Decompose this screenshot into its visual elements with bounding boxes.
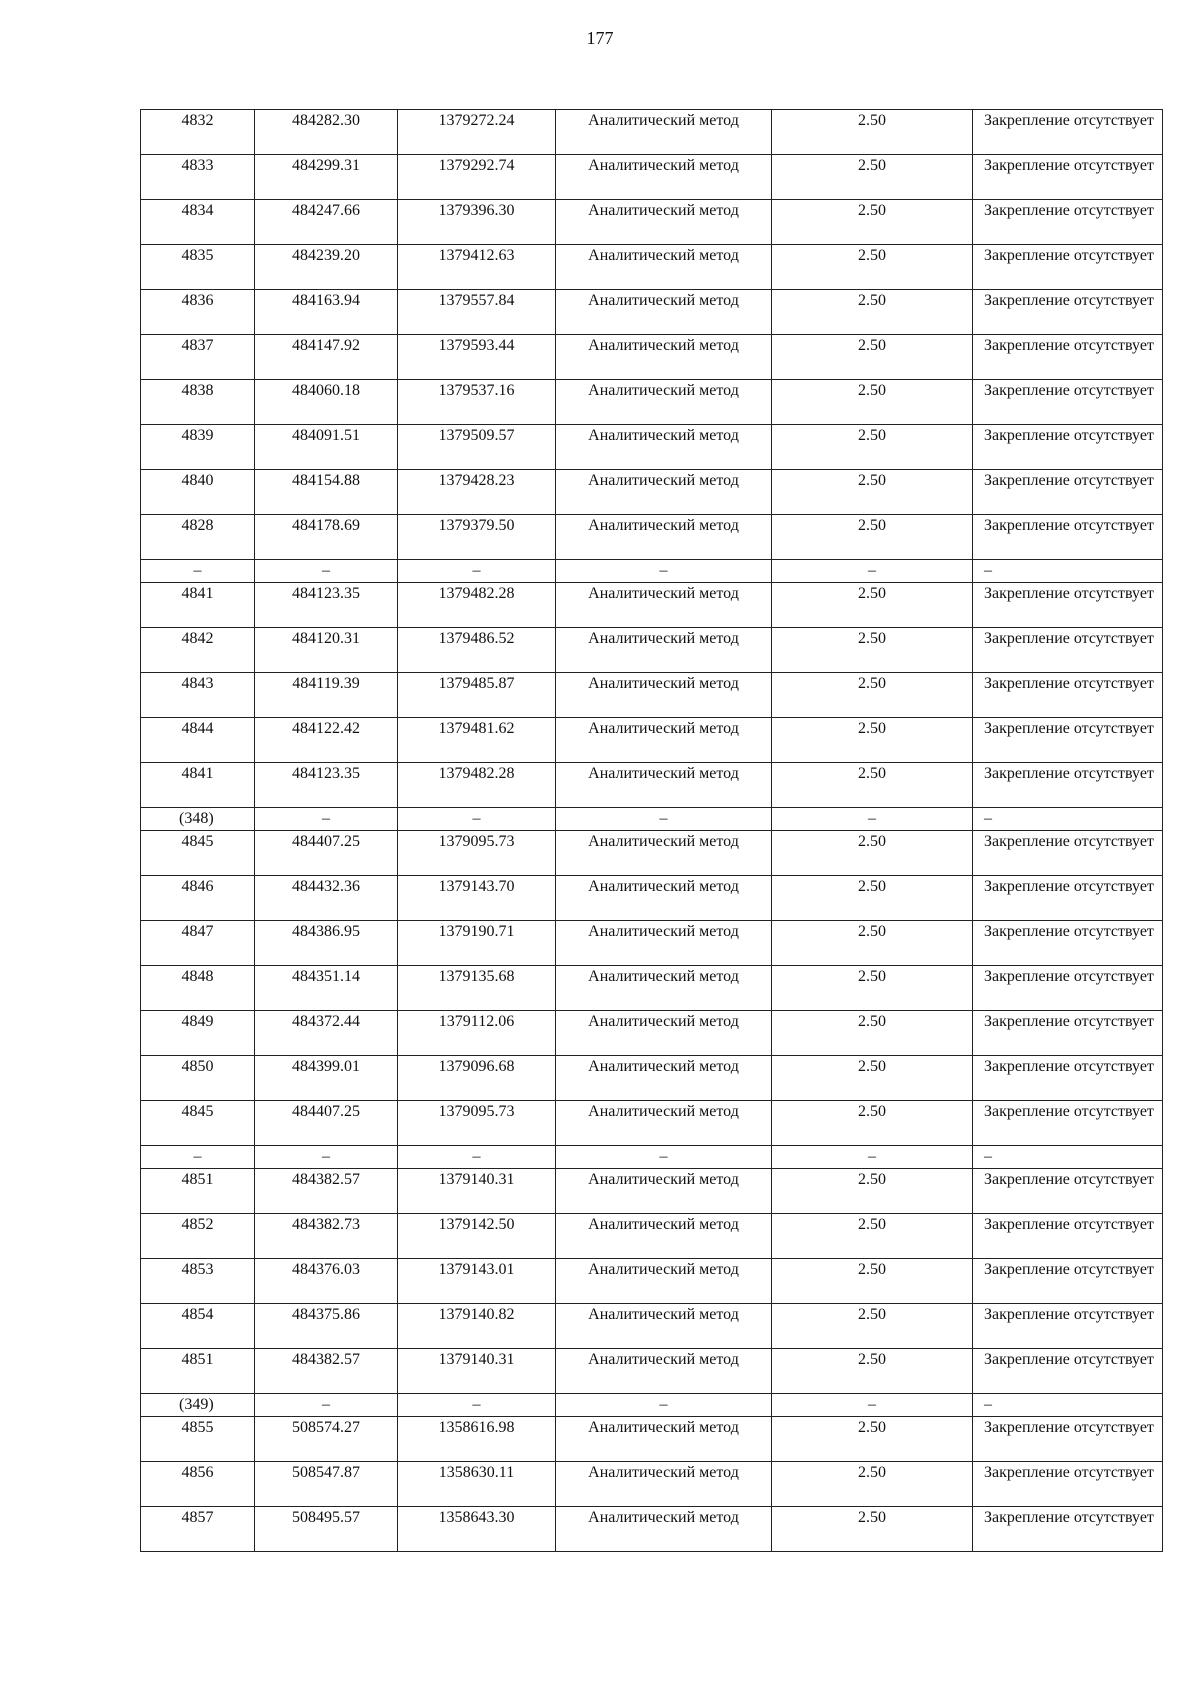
x-coordinate-cell: –	[255, 1146, 398, 1169]
point-number-cell: 4839	[141, 425, 255, 470]
y-coordinate-cell: –	[398, 560, 556, 583]
x-coordinate-cell: 484432.36	[255, 876, 398, 921]
x-coordinate-cell: 484091.51	[255, 425, 398, 470]
fixing-description-cell: Закрепление отсутствует	[973, 425, 1163, 470]
point-number-cell: 4846	[141, 876, 255, 921]
point-number-cell: 4835	[141, 245, 255, 290]
accuracy-cell: 2.50	[772, 921, 973, 966]
table-row	[141, 200, 1163, 245]
point-number-cell: 4840	[141, 470, 255, 515]
page-number: 177	[586, 28, 614, 48]
x-coordinate-cell: 484120.31	[255, 628, 398, 673]
y-coordinate-cell: –	[398, 808, 556, 831]
method-cell: Аналитический метод	[556, 831, 772, 876]
x-coordinate-cell: 484407.25	[255, 1101, 398, 1146]
table-row	[141, 1169, 1163, 1214]
y-coordinate-cell: 1379509.57	[398, 425, 556, 470]
y-coordinate-cell: 1379482.28	[398, 763, 556, 808]
method-cell: Аналитический метод	[556, 1349, 772, 1394]
y-coordinate-cell: 1379379.50	[398, 515, 556, 560]
fixing-description-cell: Закрепление отсутствует	[973, 1417, 1163, 1462]
fixing-description-cell: Закрепление отсутствует	[973, 763, 1163, 808]
x-coordinate-cell: 484375.86	[255, 1304, 398, 1349]
table-row	[141, 1304, 1163, 1349]
point-number-cell: 4841	[141, 763, 255, 808]
method-cell: Аналитический метод	[556, 425, 772, 470]
table-row	[141, 718, 1163, 763]
accuracy-cell: –	[772, 808, 973, 831]
accuracy-cell: 2.50	[772, 110, 973, 155]
fixing-description-cell: Закрепление отсутствует	[973, 335, 1163, 380]
x-coordinate-cell: 484282.30	[255, 110, 398, 155]
method-cell: Аналитический метод	[556, 1011, 772, 1056]
table-row	[141, 1349, 1163, 1394]
fixing-description-cell: Закрепление отсутствует	[973, 470, 1163, 515]
table-row	[141, 1259, 1163, 1304]
x-coordinate-cell: 484351.14	[255, 966, 398, 1011]
x-coordinate-cell: 484399.01	[255, 1056, 398, 1101]
y-coordinate-cell: –	[398, 1146, 556, 1169]
x-coordinate-cell: 484123.35	[255, 763, 398, 808]
point-number-cell: 4857	[141, 1507, 255, 1552]
x-coordinate-cell: 508495.57	[255, 1507, 398, 1552]
accuracy-cell: –	[772, 560, 973, 583]
fixing-description-cell: Закрепление отсутствует	[973, 1259, 1163, 1304]
x-coordinate-cell: 484247.66	[255, 200, 398, 245]
x-coordinate-cell: 484372.44	[255, 1011, 398, 1056]
coordinates-table	[140, 109, 1163, 1552]
x-coordinate-cell: 484299.31	[255, 155, 398, 200]
method-cell: Аналитический метод	[556, 290, 772, 335]
point-number-cell: (348)	[141, 808, 255, 831]
method-cell: Аналитический метод	[556, 673, 772, 718]
accuracy-cell: 2.50	[772, 290, 973, 335]
point-number-cell: 4849	[141, 1011, 255, 1056]
accuracy-cell: 2.50	[772, 673, 973, 718]
x-coordinate-cell: –	[255, 560, 398, 583]
method-cell: Аналитический метод	[556, 876, 772, 921]
x-coordinate-cell: 484407.25	[255, 831, 398, 876]
method-cell: Аналитический метод	[556, 110, 772, 155]
y-coordinate-cell: 1379481.62	[398, 718, 556, 763]
y-coordinate-cell: 1379142.50	[398, 1214, 556, 1259]
accuracy-cell: 2.50	[772, 1462, 973, 1507]
accuracy-cell: 2.50	[772, 380, 973, 425]
method-cell: Аналитический метод	[556, 628, 772, 673]
table-row	[141, 110, 1163, 155]
x-coordinate-cell: 484154.88	[255, 470, 398, 515]
x-coordinate-cell: 508547.87	[255, 1462, 398, 1507]
point-number-cell: 4837	[141, 335, 255, 380]
y-coordinate-cell: 1379396.30	[398, 200, 556, 245]
table-row	[141, 628, 1163, 673]
method-cell: –	[556, 560, 772, 583]
method-cell: Аналитический метод	[556, 335, 772, 380]
y-coordinate-cell: 1379190.71	[398, 921, 556, 966]
y-coordinate-cell: 1379112.06	[398, 1011, 556, 1056]
point-number-cell: 4848	[141, 966, 255, 1011]
point-number-cell: (349)	[141, 1394, 255, 1417]
point-number-cell: 4856	[141, 1462, 255, 1507]
fixing-description-cell: Закрепление отсутствует	[973, 245, 1163, 290]
method-cell: Аналитический метод	[556, 583, 772, 628]
point-number-cell: 4841	[141, 583, 255, 628]
y-coordinate-cell: 1379096.68	[398, 1056, 556, 1101]
fixing-description-cell: –	[973, 560, 1163, 583]
table-row	[141, 1417, 1163, 1462]
separator-row	[141, 1146, 1163, 1169]
table-row	[141, 966, 1163, 1011]
accuracy-cell: 2.50	[772, 1011, 973, 1056]
method-cell: –	[556, 1394, 772, 1417]
fixing-description-cell: Закрепление отсутствует	[973, 628, 1163, 673]
table-row	[141, 425, 1163, 470]
fixing-description-cell: Закрепление отсутствует	[973, 380, 1163, 425]
fixing-description-cell: Закрепление отсутствует	[973, 155, 1163, 200]
point-number-cell: 4855	[141, 1417, 255, 1462]
accuracy-cell: –	[772, 1394, 973, 1417]
fixing-description-cell: Закрепление отсутствует	[973, 1462, 1163, 1507]
method-cell: Аналитический метод	[556, 1462, 772, 1507]
fixing-description-cell: Закрепление отсутствует	[973, 1056, 1163, 1101]
method-cell: –	[556, 1146, 772, 1169]
method-cell: Аналитический метод	[556, 200, 772, 245]
accuracy-cell: 2.50	[772, 1056, 973, 1101]
point-number-cell: 4850	[141, 1056, 255, 1101]
method-cell: Аналитический метод	[556, 155, 772, 200]
y-coordinate-cell: 1379143.01	[398, 1259, 556, 1304]
point-number-cell: 4851	[141, 1349, 255, 1394]
method-cell: Аналитический метод	[556, 1417, 772, 1462]
point-number-cell: –	[141, 1146, 255, 1169]
fixing-description-cell: Закрепление отсутствует	[973, 290, 1163, 335]
accuracy-cell: –	[772, 1146, 973, 1169]
y-coordinate-cell: 1379140.82	[398, 1304, 556, 1349]
accuracy-cell: 2.50	[772, 200, 973, 245]
fixing-description-cell: Закрепление отсутствует	[973, 966, 1163, 1011]
point-number-cell: 4847	[141, 921, 255, 966]
point-number-cell: 4845	[141, 1101, 255, 1146]
point-number-cell: 4852	[141, 1214, 255, 1259]
point-number-cell: 4836	[141, 290, 255, 335]
accuracy-cell: 2.50	[772, 155, 973, 200]
x-coordinate-cell: 484123.35	[255, 583, 398, 628]
y-coordinate-cell: 1379486.52	[398, 628, 556, 673]
accuracy-cell: 2.50	[772, 831, 973, 876]
point-number-cell: 4838	[141, 380, 255, 425]
fixing-description-cell: Закрепление отсутствует	[973, 673, 1163, 718]
x-coordinate-cell: 484147.92	[255, 335, 398, 380]
table-row	[141, 1214, 1163, 1259]
coordinates-table-body	[141, 110, 1163, 1552]
x-coordinate-cell: 508574.27	[255, 1417, 398, 1462]
fixing-description-cell: Закрепление отсутствует	[973, 110, 1163, 155]
table-row	[141, 1462, 1163, 1507]
fixing-description-cell: –	[973, 1394, 1163, 1417]
x-coordinate-cell: 484163.94	[255, 290, 398, 335]
y-coordinate-cell: 1379095.73	[398, 1101, 556, 1146]
x-coordinate-cell: 484382.57	[255, 1349, 398, 1394]
point-number-cell: 4828	[141, 515, 255, 560]
table-row	[141, 583, 1163, 628]
method-cell: Аналитический метод	[556, 1259, 772, 1304]
method-cell: –	[556, 808, 772, 831]
method-cell: Аналитический метод	[556, 380, 772, 425]
fixing-description-cell: Закрепление отсутствует	[973, 718, 1163, 763]
fixing-description-cell: Закрепление отсутствует	[973, 1214, 1163, 1259]
y-coordinate-cell: –	[398, 1394, 556, 1417]
y-coordinate-cell: 1379428.23	[398, 470, 556, 515]
accuracy-cell: 2.50	[772, 245, 973, 290]
method-cell: Аналитический метод	[556, 1169, 772, 1214]
fixing-description-cell: Закрепление отсутствует	[973, 1101, 1163, 1146]
x-coordinate-cell: –	[255, 808, 398, 831]
method-cell: Аналитический метод	[556, 515, 772, 560]
method-cell: Аналитический метод	[556, 921, 772, 966]
y-coordinate-cell: 1358616.98	[398, 1417, 556, 1462]
table-row	[141, 921, 1163, 966]
point-number-cell: –	[141, 560, 255, 583]
table-row	[141, 673, 1163, 718]
fixing-description-cell: Закрепление отсутствует	[973, 1011, 1163, 1056]
method-cell: Аналитический метод	[556, 1507, 772, 1552]
fixing-description-cell: Закрепление отсутствует	[973, 1169, 1163, 1214]
table-row	[141, 290, 1163, 335]
fixing-description-cell: –	[973, 1146, 1163, 1169]
method-cell: Аналитический метод	[556, 966, 772, 1011]
x-coordinate-cell: 484376.03	[255, 1259, 398, 1304]
x-coordinate-cell: 484386.95	[255, 921, 398, 966]
point-number-cell: 4854	[141, 1304, 255, 1349]
fixing-description-cell: Закрепление отсутствует	[973, 515, 1163, 560]
y-coordinate-cell: 1379292.74	[398, 155, 556, 200]
table-row	[141, 380, 1163, 425]
table-row	[141, 1011, 1163, 1056]
fixing-description-cell: Закрепление отсутствует	[973, 1304, 1163, 1349]
table-row	[141, 876, 1163, 921]
method-cell: Аналитический метод	[556, 1101, 772, 1146]
table-row	[141, 515, 1163, 560]
table-row	[141, 831, 1163, 876]
accuracy-cell: 2.50	[772, 718, 973, 763]
y-coordinate-cell: 1379412.63	[398, 245, 556, 290]
accuracy-cell: 2.50	[772, 1417, 973, 1462]
fixing-description-cell: Закрепление отсутствует	[973, 921, 1163, 966]
y-coordinate-cell: 1379482.28	[398, 583, 556, 628]
accuracy-cell: 2.50	[772, 1169, 973, 1214]
contour-label-row	[141, 808, 1163, 831]
method-cell: Аналитический метод	[556, 718, 772, 763]
point-number-cell: 4843	[141, 673, 255, 718]
accuracy-cell: 2.50	[772, 966, 973, 1011]
point-number-cell: 4844	[141, 718, 255, 763]
contour-label-row	[141, 1394, 1163, 1417]
point-number-cell: 4842	[141, 628, 255, 673]
y-coordinate-cell: 1379143.70	[398, 876, 556, 921]
point-number-cell: 4834	[141, 200, 255, 245]
point-number-cell: 4845	[141, 831, 255, 876]
fixing-description-cell: –	[973, 808, 1163, 831]
accuracy-cell: 2.50	[772, 515, 973, 560]
accuracy-cell: 2.50	[772, 335, 973, 380]
point-number-cell: 4832	[141, 110, 255, 155]
y-coordinate-cell: 1379272.24	[398, 110, 556, 155]
x-coordinate-cell: 484382.57	[255, 1169, 398, 1214]
fixing-description-cell: Закрепление отсутствует	[973, 1349, 1163, 1394]
x-coordinate-cell: 484122.42	[255, 718, 398, 763]
separator-row	[141, 560, 1163, 583]
y-coordinate-cell: 1379557.84	[398, 290, 556, 335]
method-cell: Аналитический метод	[556, 1304, 772, 1349]
accuracy-cell: 2.50	[772, 1304, 973, 1349]
accuracy-cell: 2.50	[772, 628, 973, 673]
method-cell: Аналитический метод	[556, 763, 772, 808]
accuracy-cell: 2.50	[772, 425, 973, 470]
accuracy-cell: 2.50	[772, 1507, 973, 1552]
fixing-description-cell: Закрепление отсутствует	[973, 831, 1163, 876]
accuracy-cell: 2.50	[772, 583, 973, 628]
y-coordinate-cell: 1379140.31	[398, 1169, 556, 1214]
point-number-cell: 4853	[141, 1259, 255, 1304]
method-cell: Аналитический метод	[556, 245, 772, 290]
accuracy-cell: 2.50	[772, 470, 973, 515]
method-cell: Аналитический метод	[556, 470, 772, 515]
point-number-cell: 4851	[141, 1169, 255, 1214]
fixing-description-cell: Закрепление отсутствует	[973, 583, 1163, 628]
fixing-description-cell: Закрепление отсутствует	[973, 1507, 1163, 1552]
x-coordinate-cell: 484178.69	[255, 515, 398, 560]
accuracy-cell: 2.50	[772, 763, 973, 808]
method-cell: Аналитический метод	[556, 1056, 772, 1101]
y-coordinate-cell: 1379485.87	[398, 673, 556, 718]
x-coordinate-cell: 484119.39	[255, 673, 398, 718]
y-coordinate-cell: 1379135.68	[398, 966, 556, 1011]
accuracy-cell: 2.50	[772, 1214, 973, 1259]
table-row	[141, 155, 1163, 200]
accuracy-cell: 2.50	[772, 1349, 973, 1394]
accuracy-cell: 2.50	[772, 1259, 973, 1304]
x-coordinate-cell: 484382.73	[255, 1214, 398, 1259]
y-coordinate-cell: 1379593.44	[398, 335, 556, 380]
y-coordinate-cell: 1379095.73	[398, 831, 556, 876]
y-coordinate-cell: 1358630.11	[398, 1462, 556, 1507]
x-coordinate-cell: –	[255, 1394, 398, 1417]
fixing-description-cell: Закрепление отсутствует	[973, 876, 1163, 921]
point-number-cell: 4833	[141, 155, 255, 200]
y-coordinate-cell: 1358643.30	[398, 1507, 556, 1552]
table-row	[141, 335, 1163, 380]
accuracy-cell: 2.50	[772, 1101, 973, 1146]
x-coordinate-cell: 484239.20	[255, 245, 398, 290]
table-row	[141, 1507, 1163, 1552]
method-cell: Аналитический метод	[556, 1214, 772, 1259]
table-row	[141, 245, 1163, 290]
table-row	[141, 1056, 1163, 1101]
table-row	[141, 763, 1163, 808]
table-row	[141, 1101, 1163, 1146]
accuracy-cell: 2.50	[772, 876, 973, 921]
y-coordinate-cell: 1379140.31	[398, 1349, 556, 1394]
table-row	[141, 470, 1163, 515]
fixing-description-cell: Закрепление отсутствует	[973, 200, 1163, 245]
y-coordinate-cell: 1379537.16	[398, 380, 556, 425]
x-coordinate-cell: 484060.18	[255, 380, 398, 425]
